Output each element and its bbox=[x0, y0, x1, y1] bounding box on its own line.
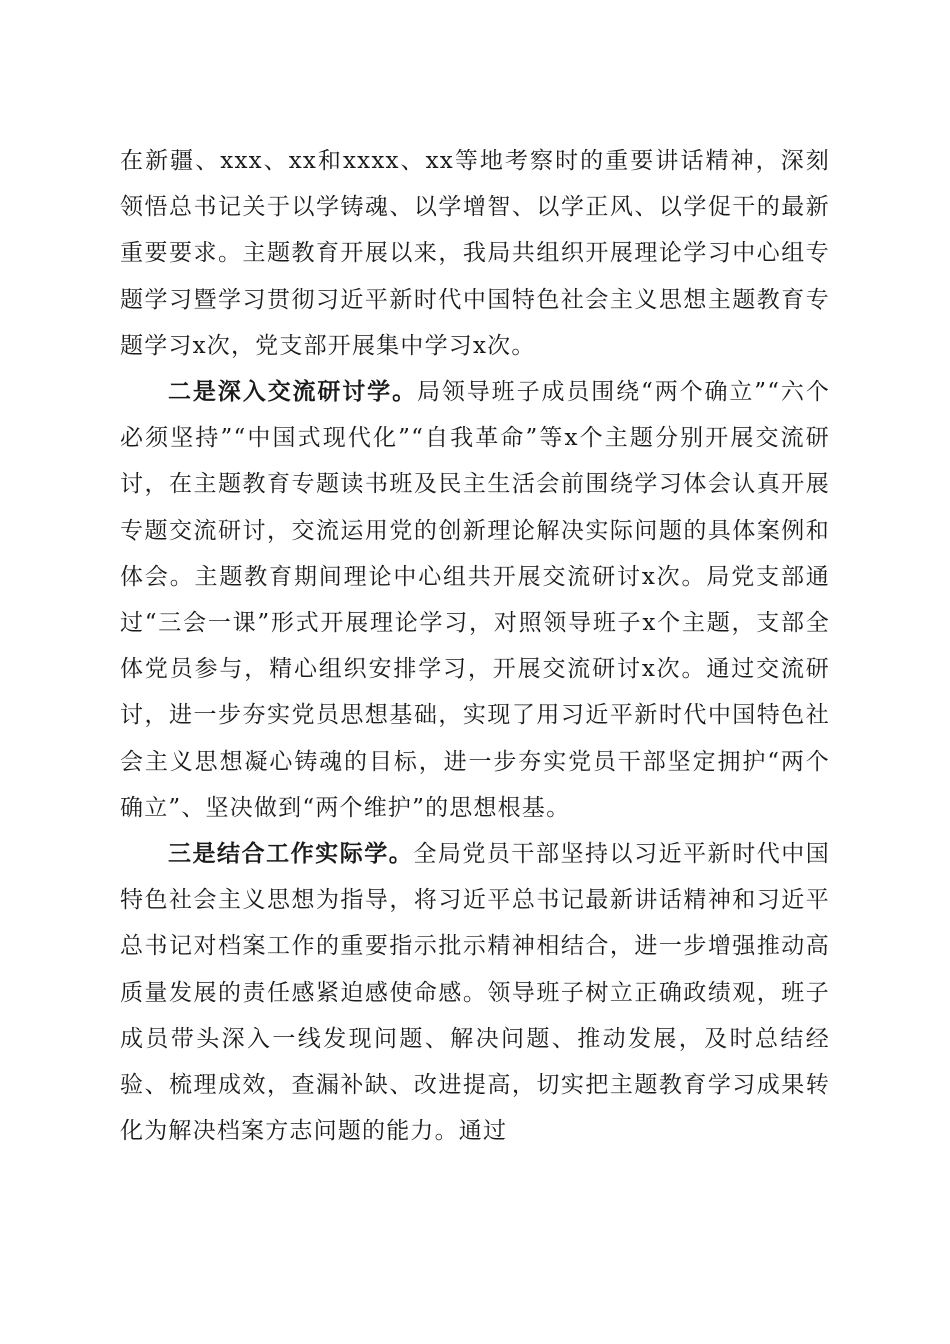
paragraph-text: 局领导班子成员围绕“两个确立”“六个必须坚持”“中国式现代化”“自我革命”等x个主题分别开展交流研讨，在主题教育专题读书班及民主生活会前围绕学习体会认真开展专题交流研讨，交流运用党的创新理论解决实际问题的具体案例和体会。主题教育期间理论中心组共开展交流研讨x次。局党支部通过“三会一课”形式开展理论学习，对照领导班子x个主题，支部全体党员参与，精心组织安排学习，开展交流研讨x次。通过交流研讨，进一步夯实党员思想基础，实现了用习近平新时代中国特色社会主义思想凝心铸魂的目标，进一步夯实党员干部坚定拥护“两个确立”、坚决做到“两个维护”的思想根基。 bbox=[120, 379, 831, 821]
paragraph-lead-heading: 三是结合工作实际学。 bbox=[168, 840, 414, 868]
paragraph-exchange-study bbox=[120, 369, 830, 831]
paragraph-continuation bbox=[120, 138, 830, 369]
paragraph-lead-heading: 二是深入交流研讨学。 bbox=[168, 378, 417, 406]
paragraph-text: 全局党员干部坚持以习近平新时代中国特色社会主义思想为指导，将习近平总书记最新讲话精神和习近平总书记对档案工作的重要指示批示精神相结合，进一步增强推动高质量发展的责任感紧迫感使命感。领导班子树立正确政绩观，班子成员带头深入一线发现问题、解决问题、推动发展，及时总结经验、梳理成效，查漏补缺、改进提高，切实把主题教育学习成果转化为解决档案方志问题的能力。通过 bbox=[120, 841, 831, 1145]
document-body bbox=[120, 138, 830, 1154]
paragraph-text: 在新疆、xxx、xx和xxxx、xx等地考察时的重要讲话精神，深刻领悟总书记关于以学铸魂、以学增智、以学正风、以学促干的最新重要要求。主题教育开展以来，我局共组织开展理论学习中心组专题学习暨学习贯彻习近平新时代中国特色社会主义思想主题教育专题学习x次，党支部开展集中学习x次。 bbox=[120, 148, 830, 359]
paragraph-work-practice-study bbox=[120, 831, 830, 1154]
